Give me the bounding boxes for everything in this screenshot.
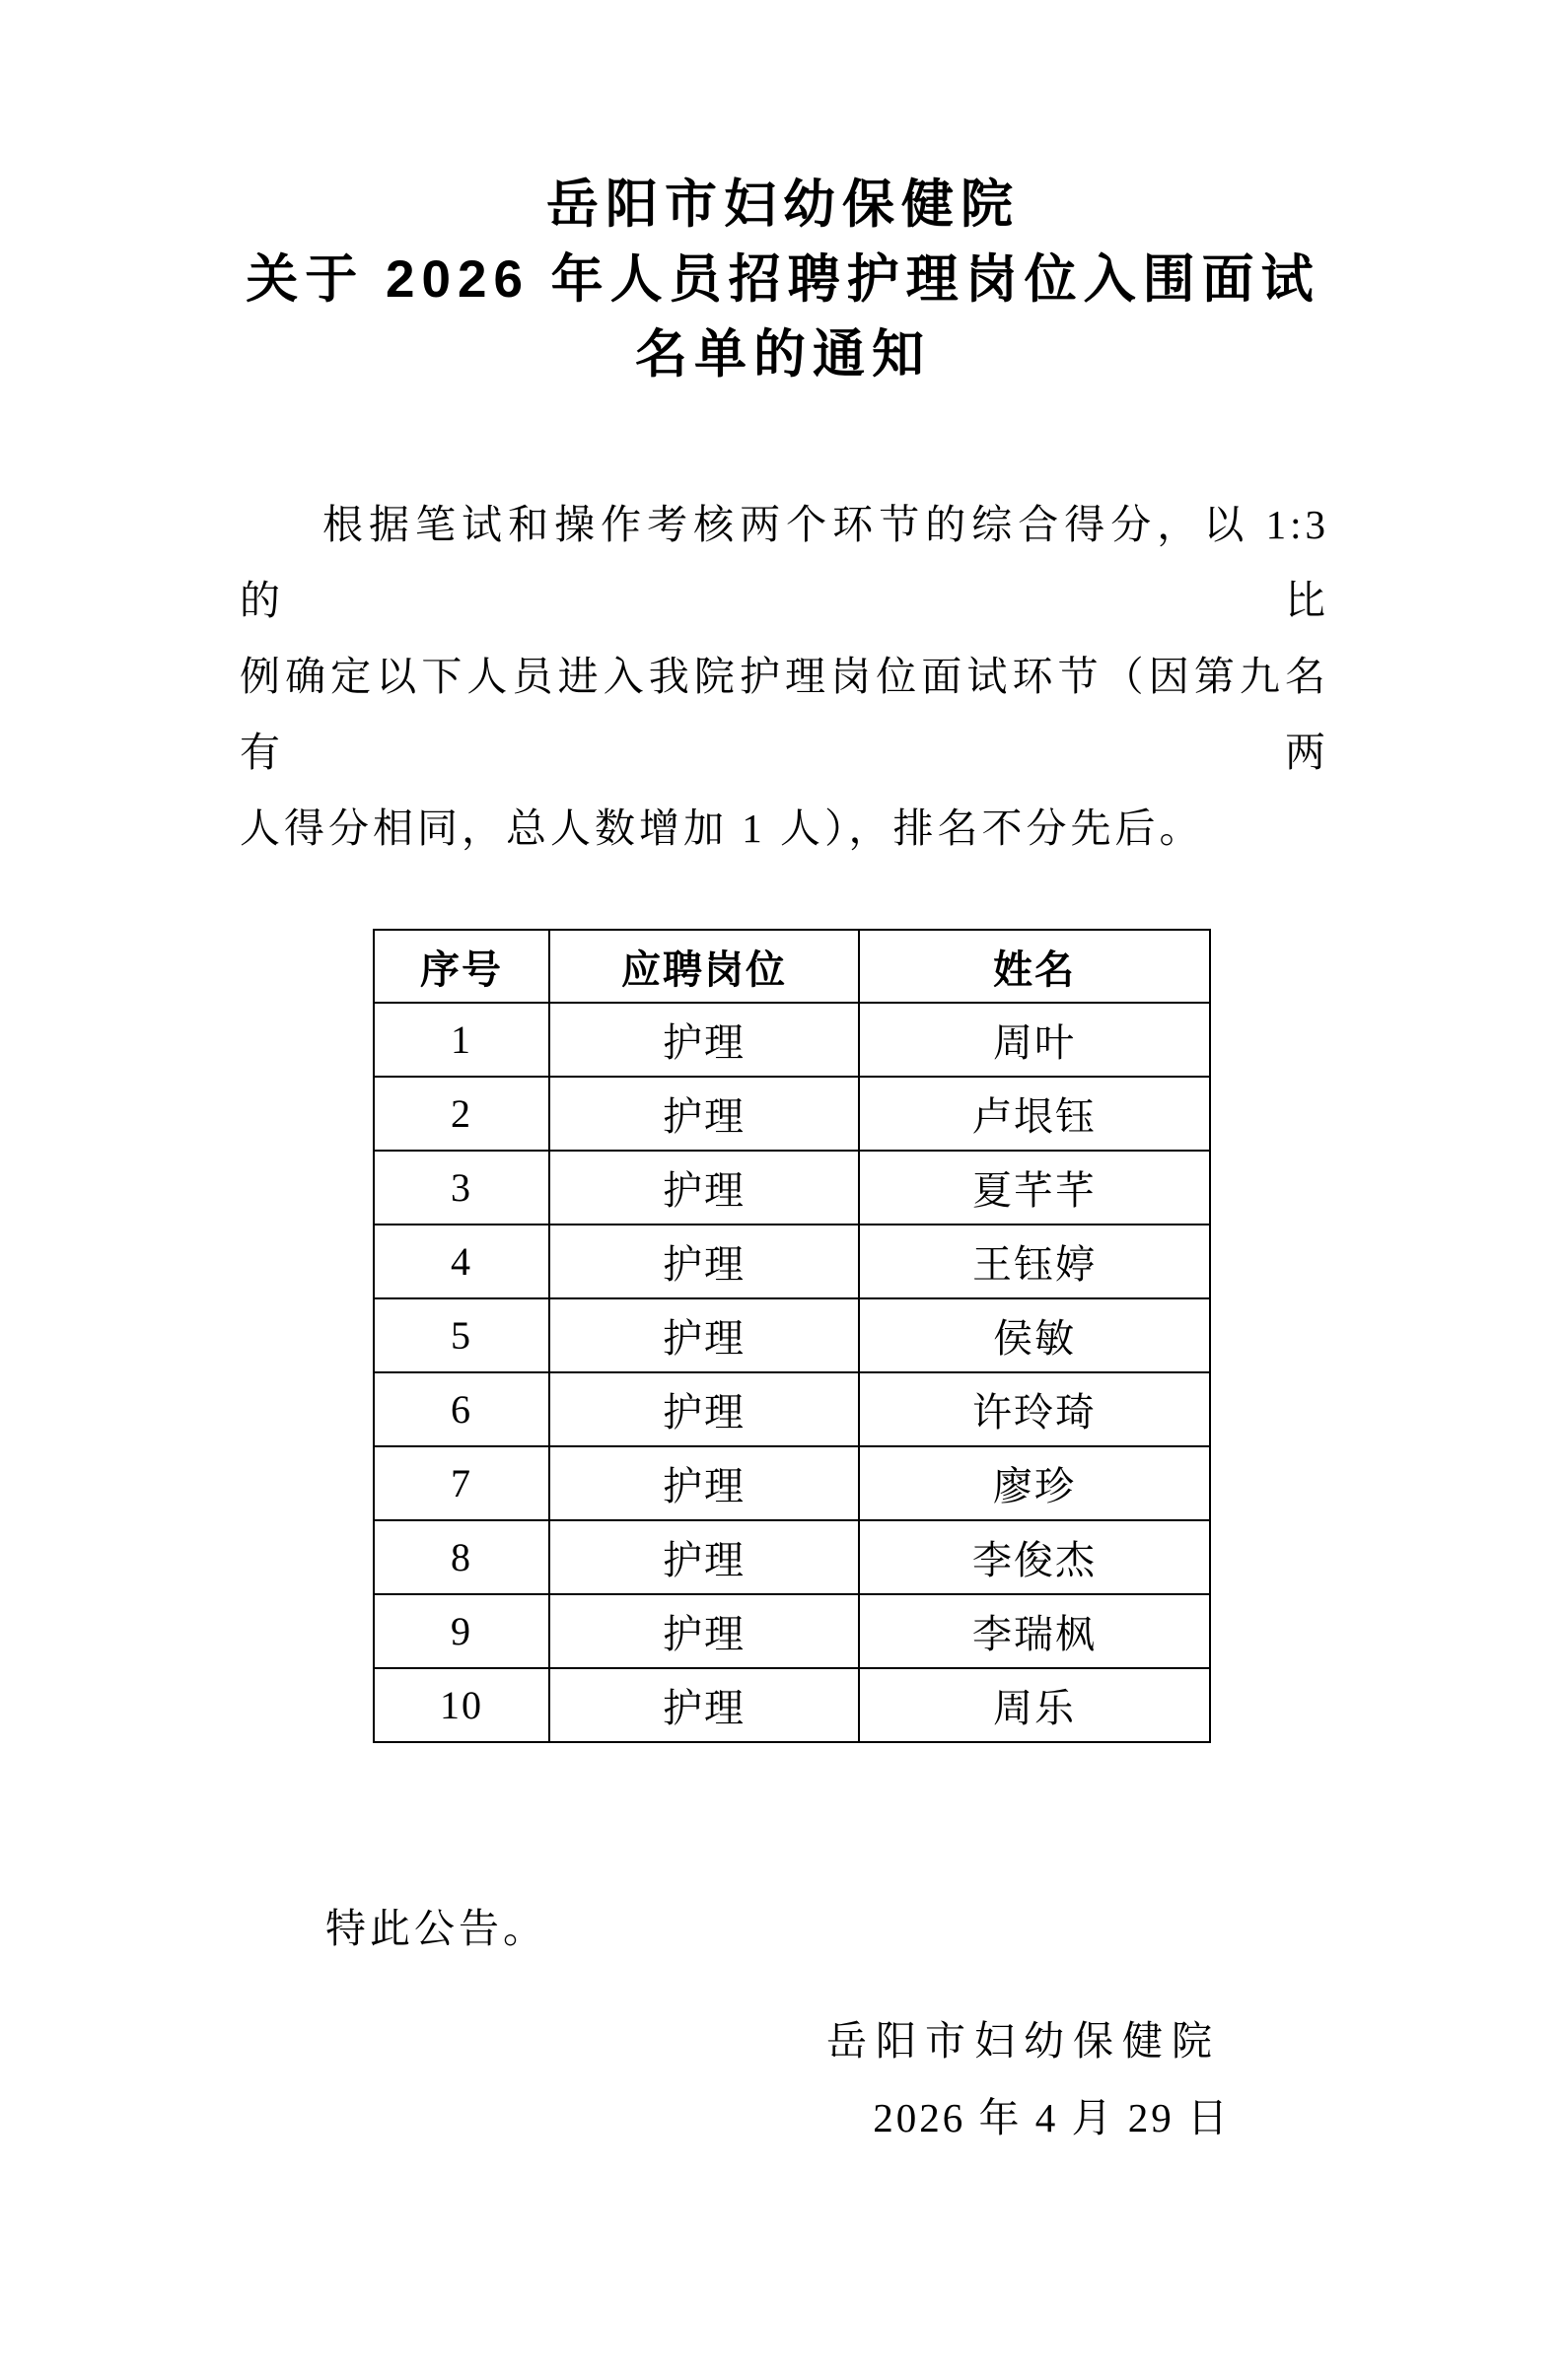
cell-index: 3	[374, 1151, 549, 1225]
title-line-subject: 关于 2026 年人员招聘护理岗位入围面试	[246, 250, 1320, 309]
cell-name: 许玲琦	[859, 1372, 1210, 1446]
cell-name: 廖珍	[859, 1446, 1210, 1520]
cell-index: 5	[374, 1298, 549, 1372]
issuer-name: 岳阳市妇幼保健院	[826, 2018, 1221, 2064]
cell-position: 护理	[549, 1151, 859, 1225]
cell-name: 周叶	[859, 1003, 1210, 1077]
cell-position: 护理	[549, 1003, 859, 1077]
cell-position: 护理	[549, 1446, 859, 1520]
shortlist-table	[373, 929, 1211, 1743]
cell-index: 6	[374, 1372, 549, 1446]
cell-name: 侯敏	[859, 1298, 1210, 1372]
table-row	[374, 1003, 1210, 1077]
closing-statement: 特此公告。	[325, 1906, 547, 1951]
cell-name: 李俊杰	[859, 1520, 1210, 1594]
table-row	[374, 1668, 1210, 1742]
cell-name: 夏芊芊	[859, 1151, 1210, 1225]
paragraph-line-3: 人得分相同，总人数增加 1 人），排名不分先后。	[240, 805, 1204, 851]
paragraph-line-2: 例确定以下人员进入我院护理岗位面试环节（因第九名有两	[240, 654, 1329, 775]
cell-name: 李瑞枫	[859, 1594, 1210, 1668]
title-line-notice: 名单的通知	[635, 325, 931, 384]
cell-name: 周乐	[859, 1668, 1210, 1742]
cell-position: 护理	[549, 1298, 859, 1372]
table-row	[374, 1446, 1210, 1520]
cell-position: 护理	[549, 1668, 859, 1742]
title-line-org: 岳阳市妇幼保健院	[546, 175, 1020, 234]
document-title	[0, 168, 1566, 392]
cell-position: 护理	[549, 1372, 859, 1446]
cell-index: 10	[374, 1668, 549, 1742]
table-row	[374, 1372, 1210, 1446]
table-row	[374, 1225, 1210, 1298]
cell-name: 卢垠钰	[859, 1077, 1210, 1151]
col-header-name: 姓名	[859, 930, 1210, 1003]
issue-date: 2026 年 4 月 29 日	[873, 2095, 1231, 2140]
cell-index: 4	[374, 1225, 549, 1298]
table-row	[374, 1594, 1210, 1668]
cell-index: 9	[374, 1594, 549, 1668]
cell-index: 8	[374, 1520, 549, 1594]
table-row	[374, 1298, 1210, 1372]
cell-index: 7	[374, 1446, 549, 1520]
cell-position: 护理	[549, 1225, 859, 1298]
cell-position: 护理	[549, 1594, 859, 1668]
document-page	[0, 168, 1566, 2380]
paragraph-line-1: 根据笔试和操作考核两个环节的综合得分，以 1:3 的比	[240, 502, 1329, 623]
col-header-position: 应聘岗位	[549, 930, 859, 1003]
table-row	[374, 1520, 1210, 1594]
cell-index: 2	[374, 1077, 549, 1151]
table-row	[374, 1151, 1210, 1225]
col-header-index: 序号	[374, 930, 549, 1003]
cell-index: 1	[374, 1003, 549, 1077]
cell-name: 王钰婷	[859, 1225, 1210, 1298]
intro-paragraph	[240, 487, 1329, 867]
table-row	[374, 1077, 1210, 1151]
table-header-row	[374, 930, 1210, 1003]
cell-position: 护理	[549, 1077, 859, 1151]
cell-position: 护理	[549, 1520, 859, 1594]
